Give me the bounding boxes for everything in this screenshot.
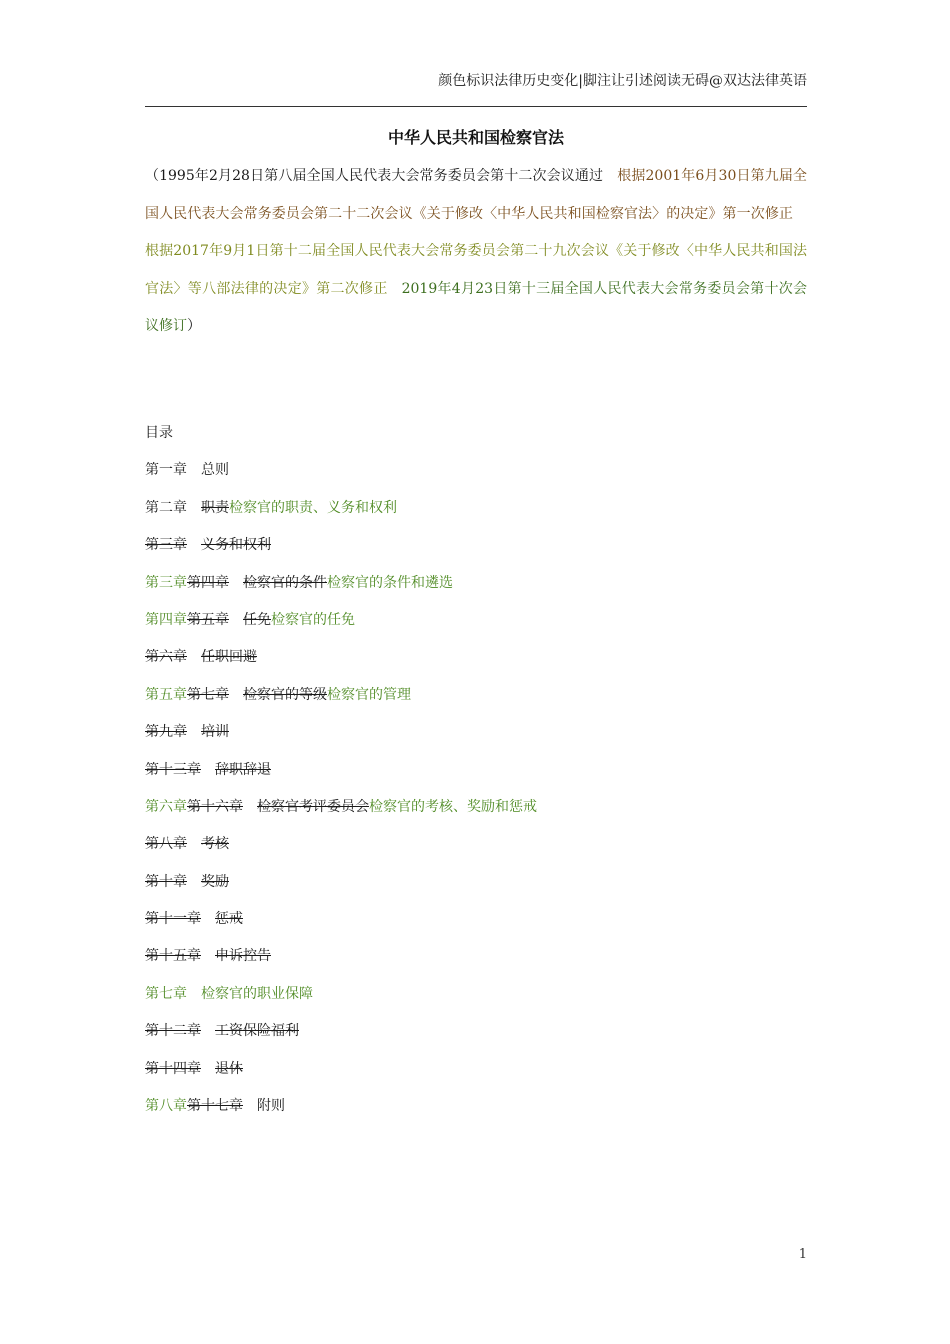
amended-chapter-number: 第四章 [145,611,187,628]
deleted-chapter-title: 辞职辞退 [215,761,271,778]
running-header: 颜色标识法律历史变化|脚注让引述阅读无碍@双达法律英语 [438,73,807,89]
amended-chapter-title: 检察官的管理 [327,686,411,703]
deleted-chapter-title: 惩戒 [215,911,243,928]
amended-chapter-title: 检察官的条件和遴选 [327,574,453,591]
toc-item-chapter-1 [145,461,537,480]
toc-item-deleted-chapter-13 [145,761,537,780]
toc-item-deleted-chapter-3 [145,536,537,555]
deleted-chapter-title: 义务和权利 [201,537,271,554]
deleted-chapter-title: 申诉控告 [215,948,271,965]
amended-chapter-number: 第七章 [145,985,187,1002]
amended-chapter-number: 第三章 [145,574,187,591]
toc-item-chapter-8 [145,1097,537,1116]
amended-chapter-title: 检察官的职业保障 [201,985,313,1002]
chapter-number: 第二章 [145,499,187,516]
chapter-title: 附则 [257,1098,285,1115]
deleted-chapter-number: 第十六章 [187,798,243,815]
amended-chapter-number: 第五章 [145,686,187,703]
toc-item-chapter-2 [145,499,537,518]
deleted-chapter-number: 第三章 [145,537,187,554]
toc-item-deleted-chapter-8 [145,835,537,854]
history-close-paren: ） [187,318,201,334]
amended-chapter-title: 检察官的职责、义务和权利 [229,499,397,516]
deleted-chapter-number: 第十一章 [145,911,201,928]
law-title: 中华人民共和国检察官法 [387,128,564,147]
history-revision: 2019年4月23日第十三届全国人民代表大会常务委员会第十次会议修订 [145,280,807,334]
deleted-chapter-title: 退休 [215,1060,243,1077]
deleted-chapter-title: 任职回避 [201,649,257,666]
deleted-chapter-number: 第十四章 [145,1060,201,1077]
chapter-title: 总则 [201,462,229,479]
deleted-chapter-number: 第十七章 [187,1098,243,1115]
deleted-chapter-title: 职责 [201,499,229,516]
deleted-chapter-title: 奖励 [201,873,229,890]
toc-heading: 目录 [145,425,173,441]
toc-item-deleted-chapter-6 [145,648,537,667]
table-of-contents [145,424,537,1116]
toc-item-deleted-chapter-10 [145,873,537,892]
deleted-chapter-number: 第十章 [145,873,187,890]
header-divider [145,106,807,107]
amended-chapter-title: 检察官的考核、奖励和惩戒 [369,798,537,815]
deleted-chapter-title: 检察官的条件 [243,574,327,591]
deleted-chapter-title: 检察官考评委员会 [257,798,369,815]
amended-chapter-number: 第八章 [145,1098,187,1115]
deleted-chapter-number: 第六章 [145,649,187,666]
deleted-chapter-number: 第九章 [145,724,187,741]
page-number: 1 [798,1247,807,1262]
deleted-chapter-number: 第十五章 [145,948,201,965]
history-first-amendment: 根据2001年6月30日第九届全国人民代表大会常务委员会第二十二次会议《关于修改〈中华人民共和国检察官法〉的决定》第一次修正 [145,168,807,222]
toc-item-deleted-chapter-14 [145,1060,537,1079]
toc-item-deleted-chapter-11 [145,910,537,929]
deleted-chapter-title: 工资保险福利 [215,1023,299,1040]
deleted-chapter-number: 第八章 [145,836,187,853]
toc-item-chapter-6 [145,798,537,817]
amended-chapter-number: 第六章 [145,798,187,815]
deleted-chapter-number: 第十二章 [145,1023,201,1040]
toc-item-deleted-chapter-15 [145,947,537,966]
toc-item-chapter-7 [145,985,537,1004]
legislative-history [145,158,807,346]
deleted-chapter-number: 第四章 [187,574,229,591]
toc-item-chapter-5 [145,686,537,705]
deleted-chapter-number: 第十三章 [145,761,201,778]
toc-item-deleted-chapter-12 [145,1022,537,1041]
deleted-chapter-title: 考核 [201,836,229,853]
deleted-chapter-number: 第七章 [187,686,229,703]
chapter-number: 第一章 [145,462,187,479]
deleted-chapter-title: 培训 [201,724,229,741]
deleted-chapter-number: 第五章 [187,611,229,628]
deleted-chapter-title: 任免 [243,611,271,628]
toc-item-chapter-3 [145,574,537,593]
amended-chapter-title: 检察官的任免 [271,611,355,628]
toc-item-deleted-chapter-9 [145,723,537,742]
deleted-chapter-title: 检察官的等级 [243,686,327,703]
history-adoption: （1995年2月28日第八届全国人民代表大会常务委员会第十二次会议通过 [145,168,604,184]
toc-item-chapter-4 [145,611,537,630]
history-second-amendment: 根据2017年9月1日第十二届全国人民代表大会常务委员会第二十九次会议《关于修改〈中华人民共和国法官法〉等八部法律的决定》第二次修正 [145,243,807,297]
